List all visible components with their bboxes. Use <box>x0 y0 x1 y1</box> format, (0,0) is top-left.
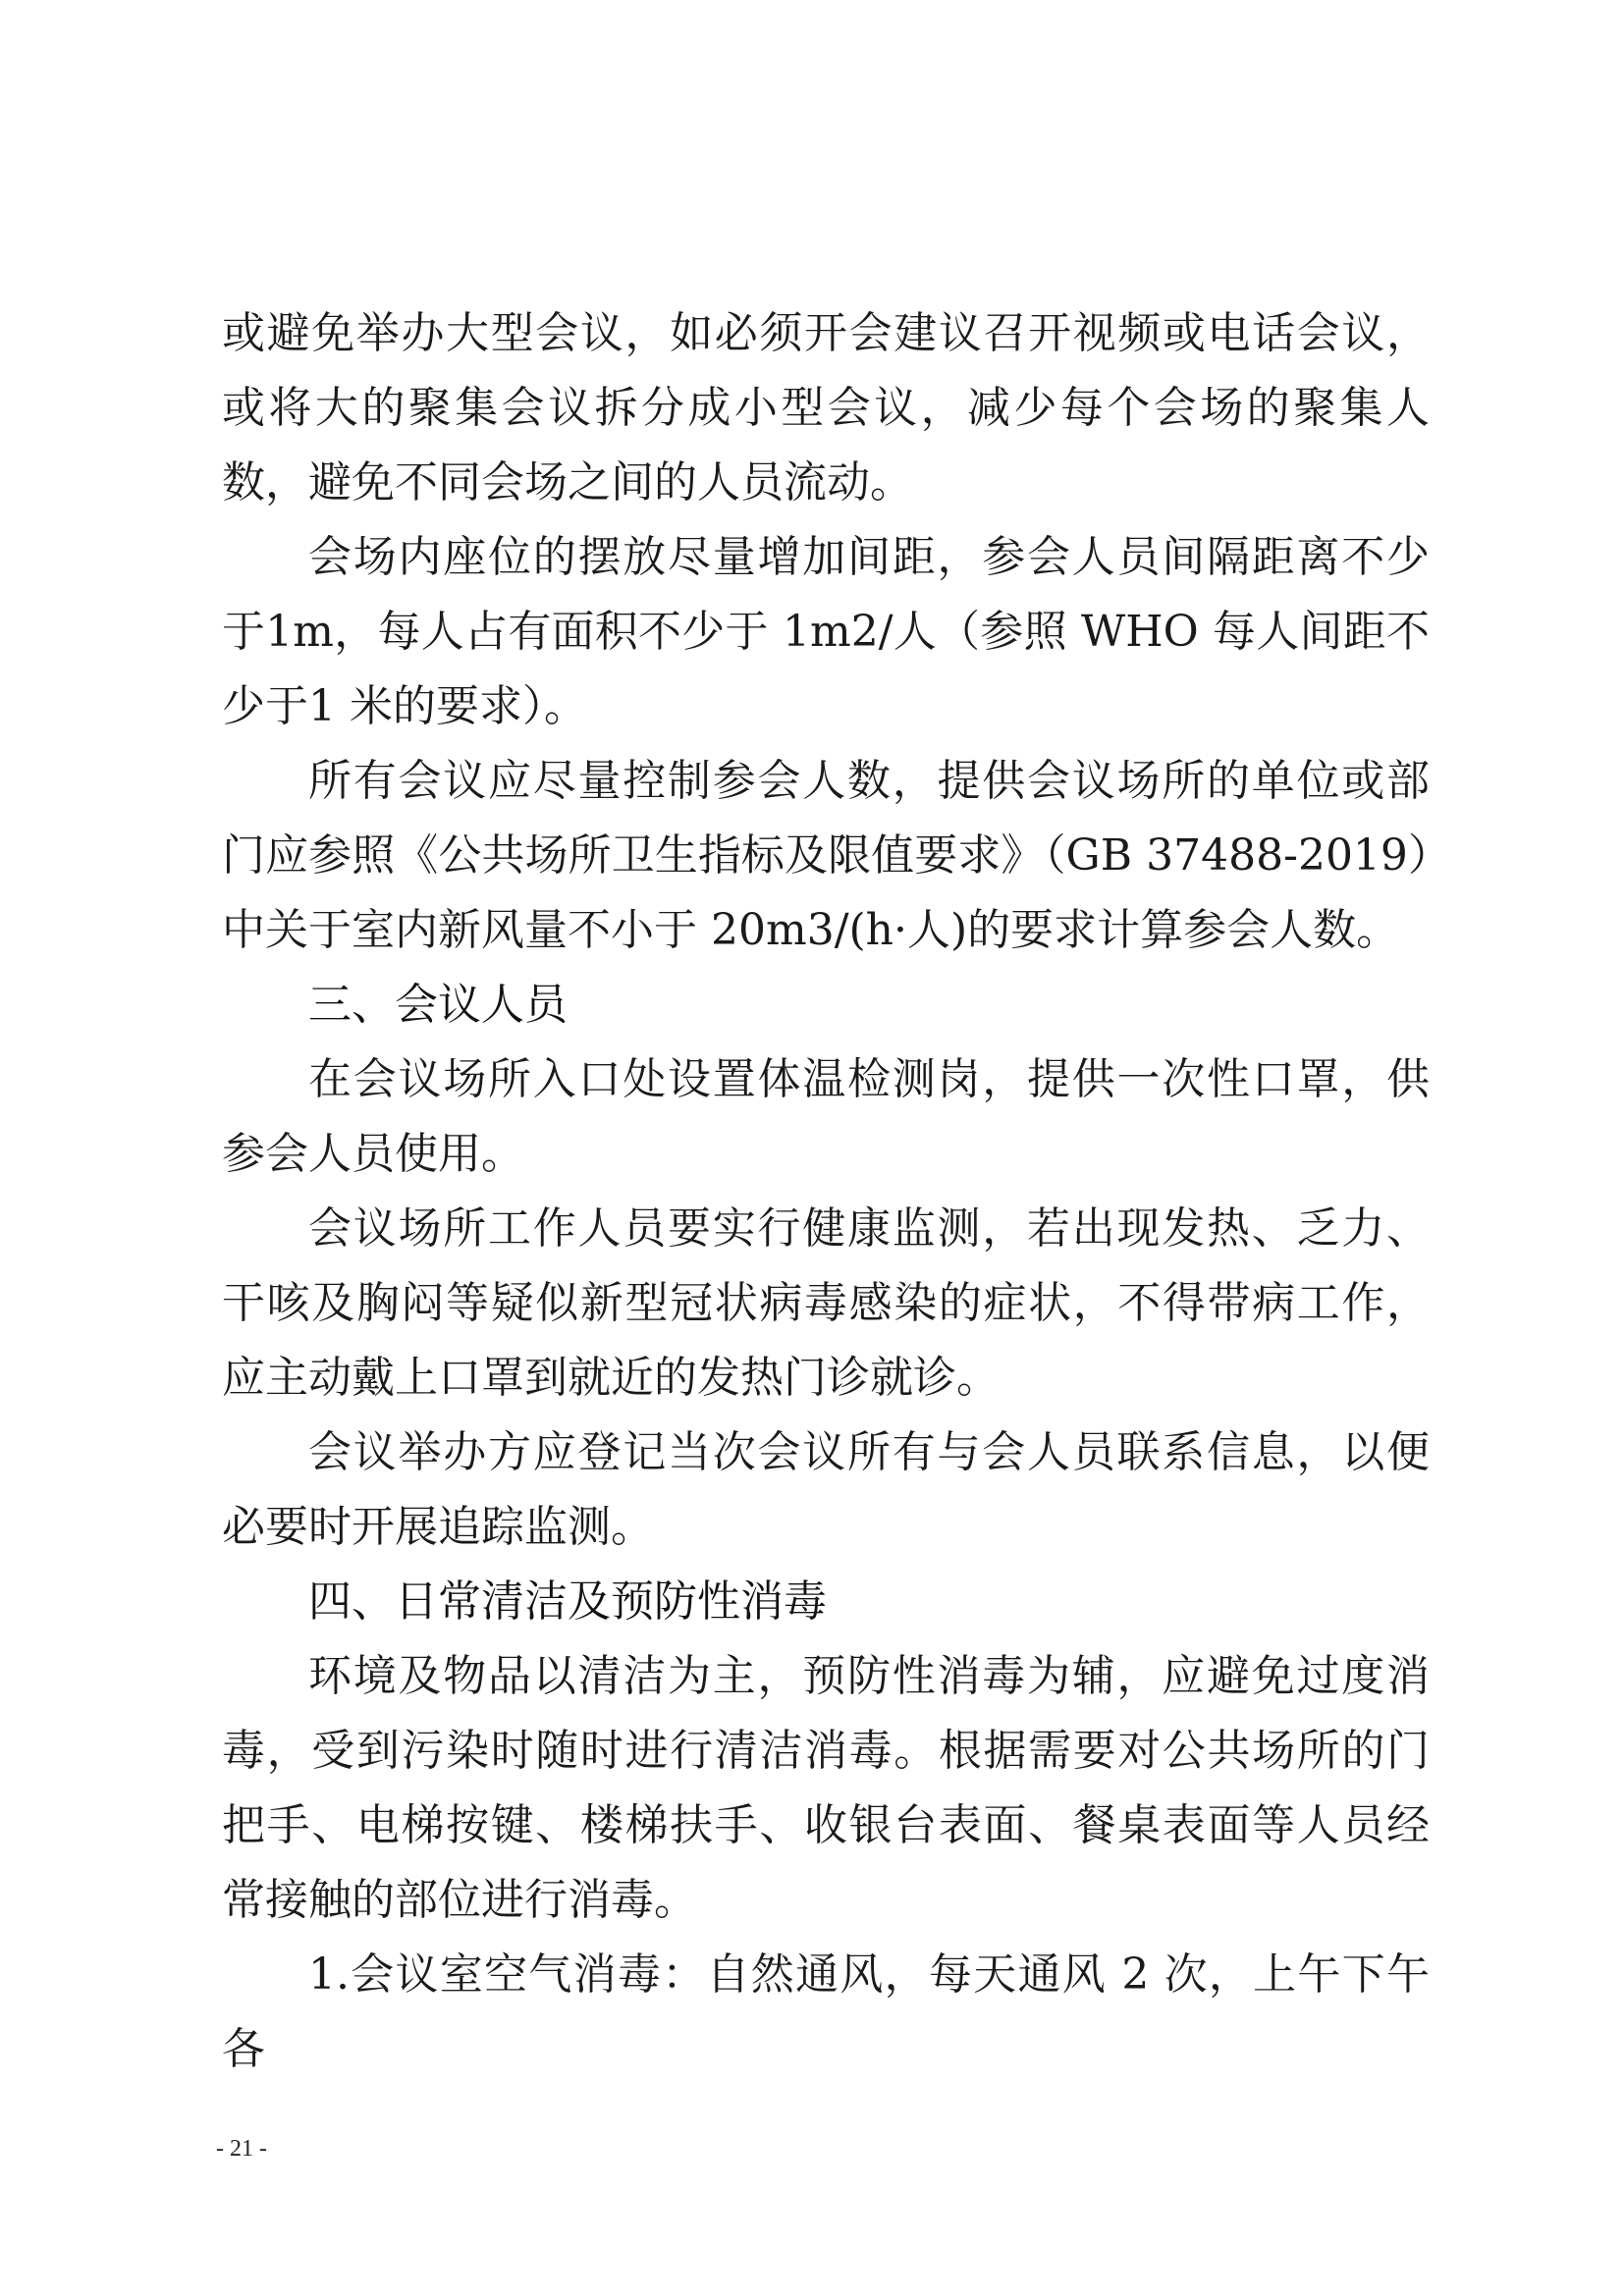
section-heading-cleaning: 四、日常清洁及预防性消毒 <box>308 1576 827 1627</box>
paragraph-attendance-control: 所有会议应尽量控制参会人数，提供会议场所的单位或部门应参照《公共场所卫生指标及限值要求》（GB 37488-2019）中关于室内新风量不小于 20m3/(h·人)的要求计算参会人数。 <box>222 756 1430 955</box>
document-body <box>222 296 1430 2087</box>
section-heading-attendees: 三、会议人员 <box>308 980 568 1030</box>
paragraph-meeting-avoidance: 或避免举办大型会议，如必须开会建议召开视频或电话会议，或将大的聚集会议拆分成小型会议，减少每个会场的聚集人数，避免不同会场之间的人员流动。 <box>222 308 1430 507</box>
page-number: - 21 - <box>216 2136 267 2162</box>
paragraph-staff-monitoring: 会议场所工作人员要实行健康监测，若出现发热、乏力、干咳及胸闷等疑似新型冠状病毒感染的症状，不得带病工作，应主动戴上口罩到就近的发热门诊就诊。 <box>222 1203 1430 1403</box>
paragraph-contact-registration: 会议举办方应登记当次会议所有与会人员联系信息，以便必要时开展追踪监测。 <box>222 1427 1430 1552</box>
paragraph-seating-distance: 会场内座位的摆放尽量增加间距，参会人员间隔距离不少于1m，每人占有面积不少于 1m2/人（参照 WHO 每人间距不少于1 米的要求）。 <box>222 532 1430 731</box>
paragraph-temperature-check: 在会议场所入口处设置体温检测岗，提供一次性口罩，供参会人员使用。 <box>222 1054 1430 1179</box>
paragraph-cleaning-principle: 环境及物品以清洁为主，预防性消毒为辅，应避免过度消毒，受到污染时随时进行清洁消毒。根据需要对公共场所的门把手、电梯按键、楼梯扶手、收银台表面、餐桌表面等人员经常接触的部位进行消毒。 <box>222 1651 1430 1925</box>
paragraph-air-disinfection: 1.会议室空气消毒：自然通风，每天通风 2 次，上午下午各 <box>222 1949 1430 2074</box>
